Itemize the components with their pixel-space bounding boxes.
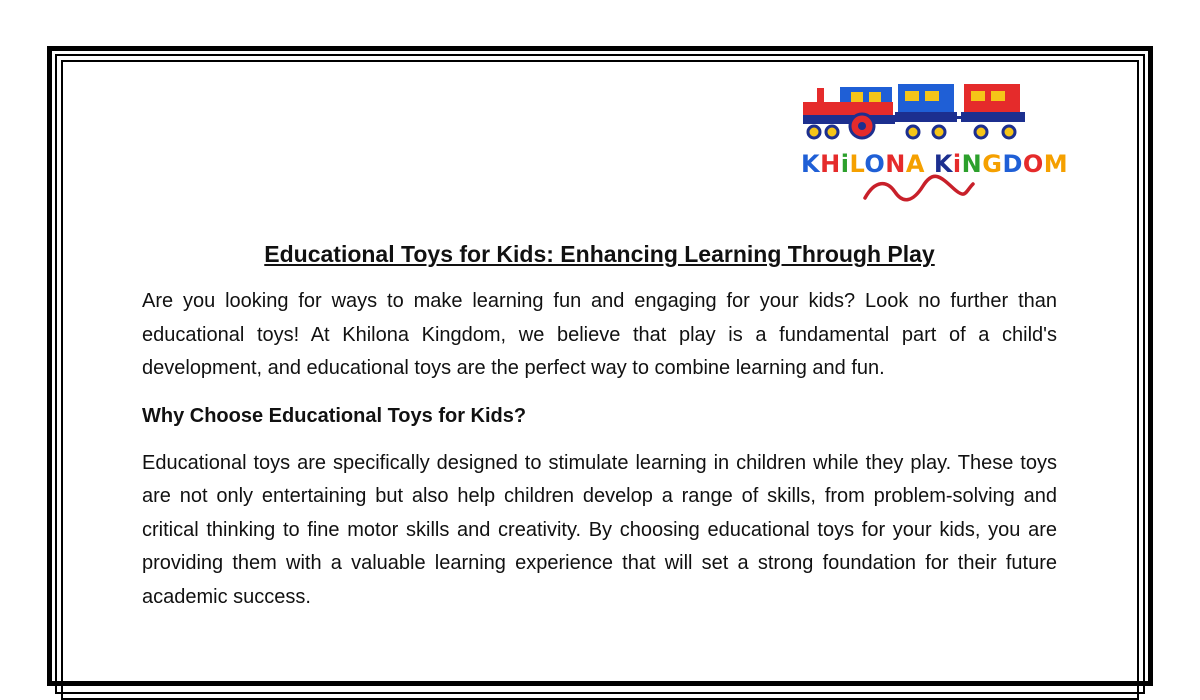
section-paragraph: Educational toys are specifically designed to stimulate learning in children while they play. These toys are not only entertaining but also help children develop a range of skills, from problem-solving and critical thinking to fine motor skills and creativity. By choosing educational toys for your kids, you are providing them with a valuable learning experience that will set a strong foundation for their future academic success. xyxy=(142,451,1057,608)
intro-paragraph: Are you looking for ways to make learning fun and engaging for your kids? Look no further than educational toys! At Khilona Kingdom, we believe that play is a fundamental part of a child's development, and educational toys are the perfect way to combine learning and fun. xyxy=(142,290,1057,379)
section-heading: Why Choose Educational Toys for Kids? xyxy=(142,404,527,427)
logo-text: KHiLONA KiNGDOM xyxy=(801,150,1069,178)
document-title: Educational Toys for Kids: Enhancing Learning Through Play xyxy=(264,241,935,267)
toy-train-icon xyxy=(795,80,1069,205)
document-body xyxy=(142,236,1057,628)
brand-logo xyxy=(795,80,1069,205)
